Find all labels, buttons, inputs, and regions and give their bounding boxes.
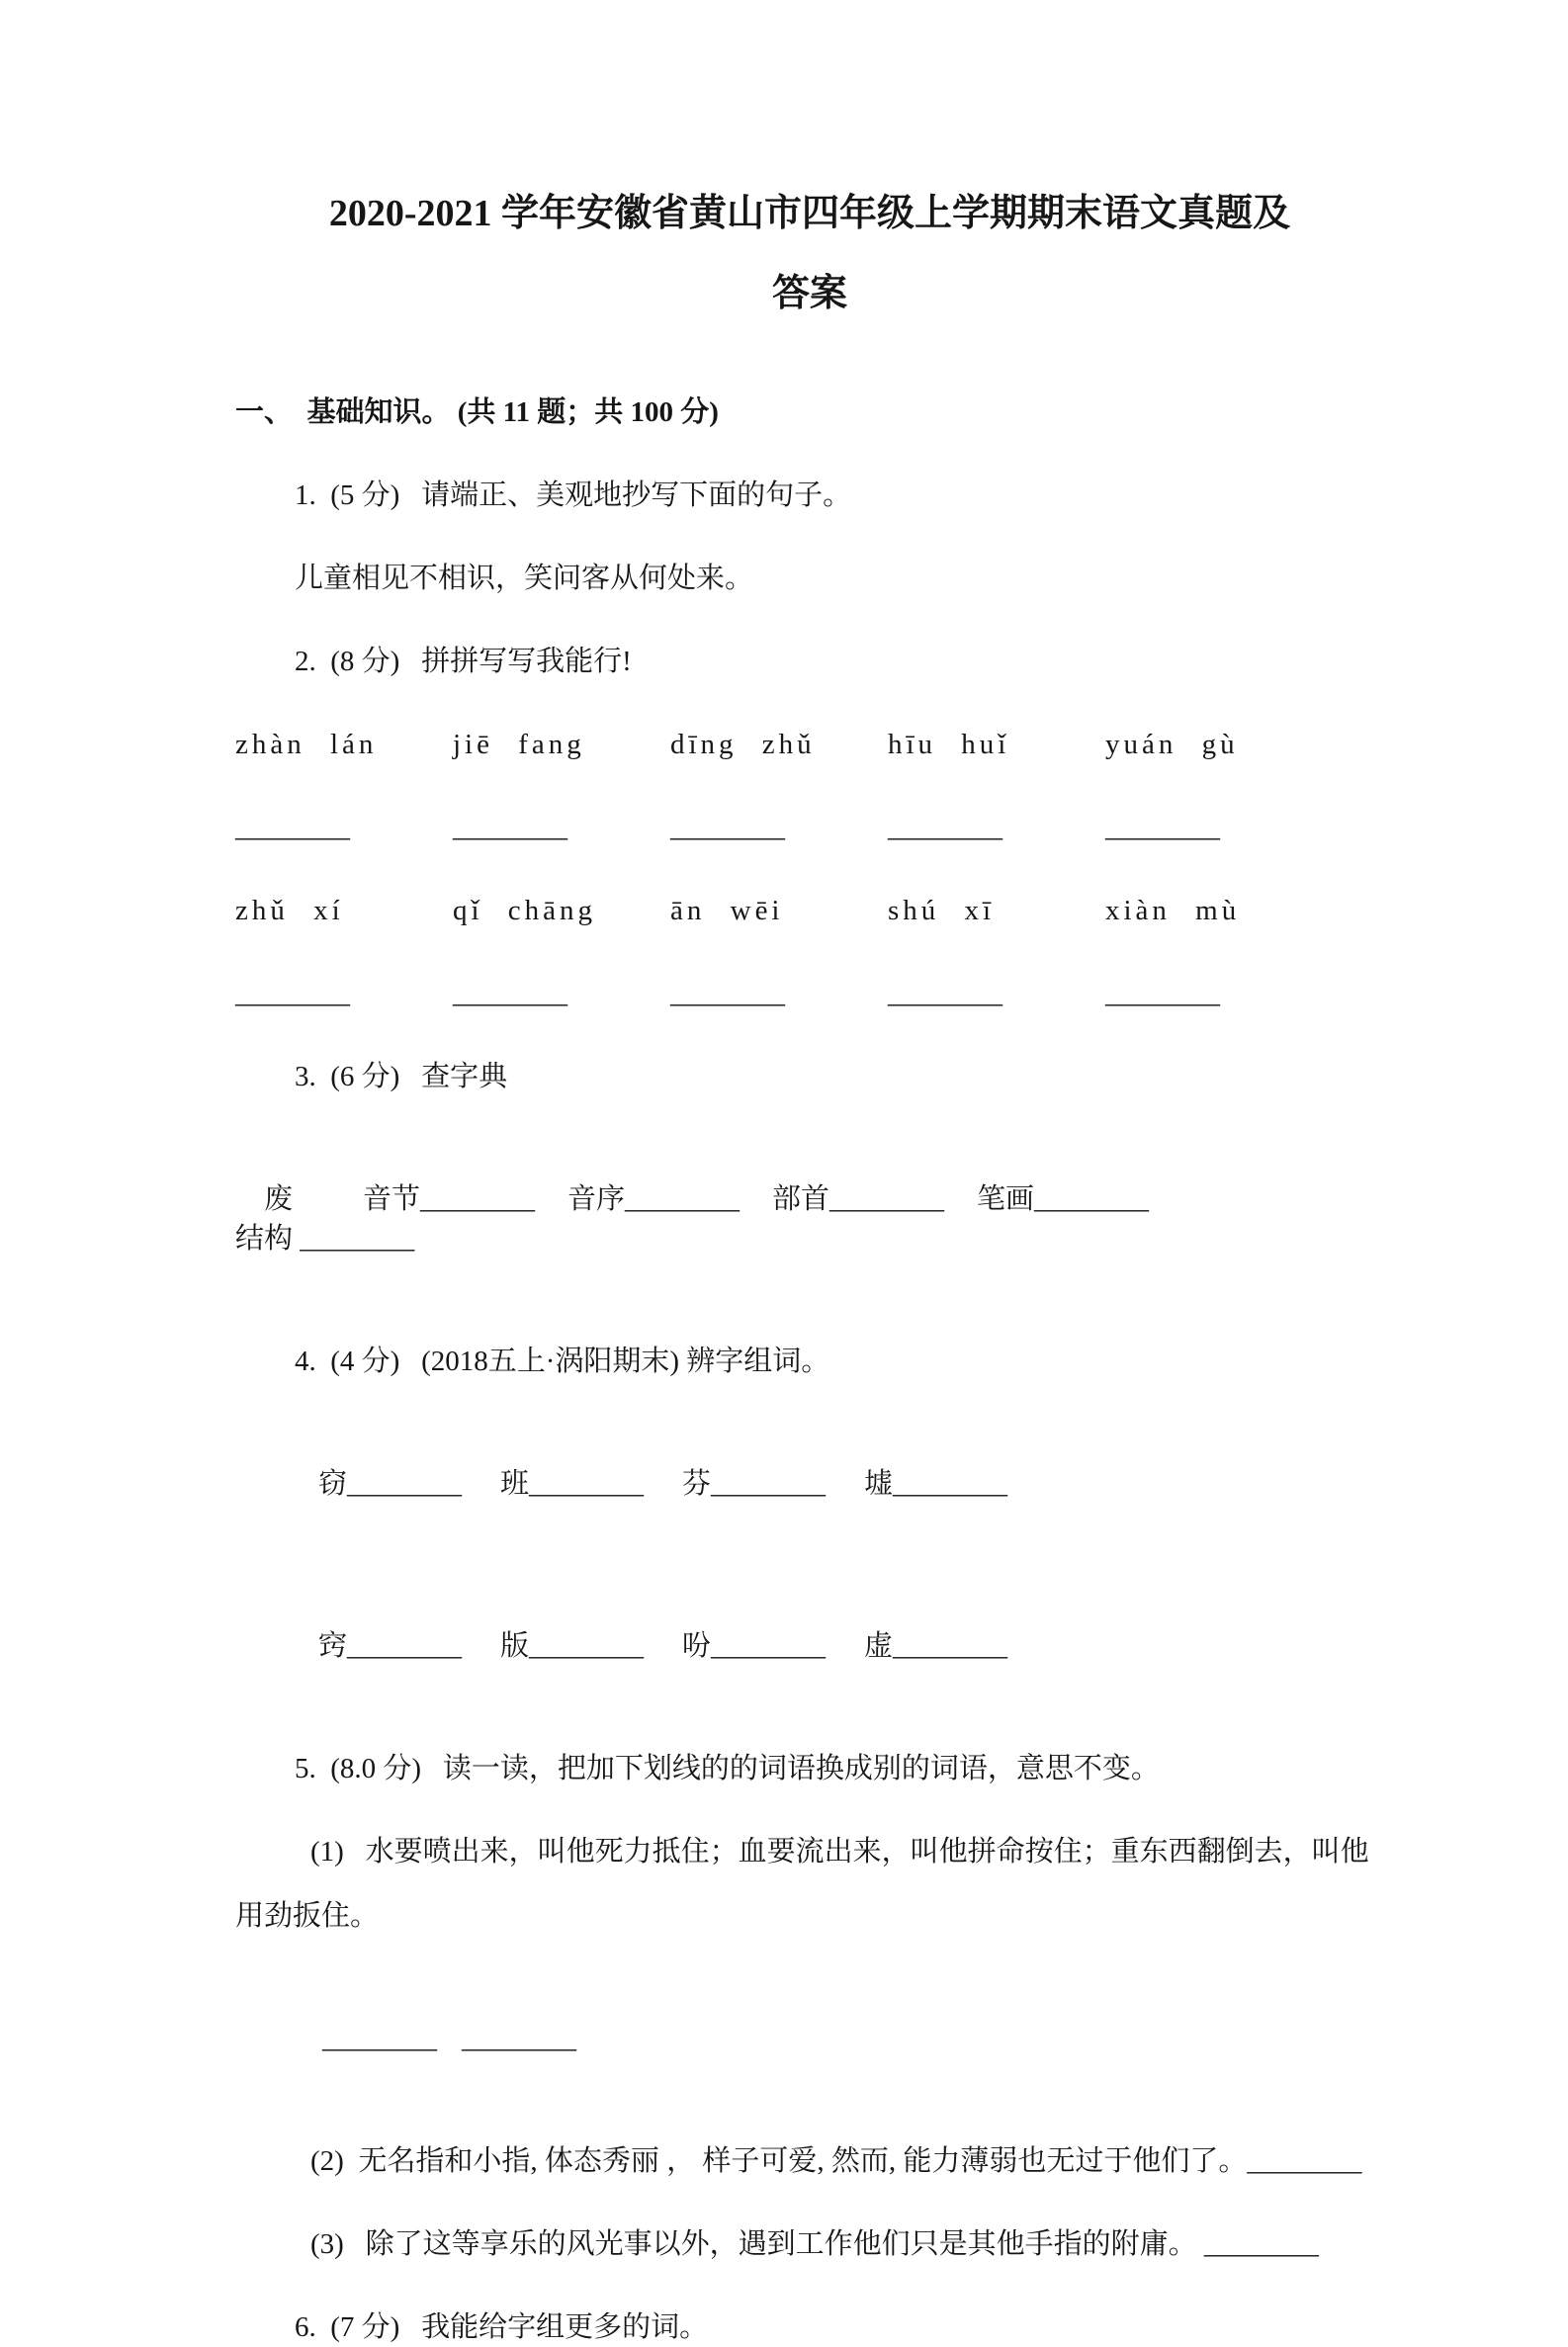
answer-blank: ________: [453, 812, 567, 843]
copy-sentence: 儿童相见不相识，笑问客从何处来。: [295, 563, 754, 594]
pinyin-syllable: shú xī: [888, 895, 996, 926]
pinyin-row-2: [235, 891, 1384, 930]
word-form-cell: 班________: [500, 1468, 645, 1500]
title-line-2: 答案: [771, 273, 847, 314]
answer-blank: ________: [670, 812, 785, 843]
dict-field-yinxu: 音序________: [567, 1183, 740, 1215]
pinyin-syllable: hīu huǐ: [888, 729, 1010, 760]
pinyin-syllable: xiàn mù: [1105, 895, 1241, 926]
question-3-text: 3. (6 分) 查字典: [295, 1061, 508, 1092]
pinyin-syllable: qǐ chāng: [453, 895, 597, 926]
answer-blank: ________: [322, 2023, 437, 2054]
answer-blank: ________: [1105, 812, 1220, 843]
pinyin-syllable: zhǔ xí: [235, 895, 344, 926]
word-form-cell: 吩________: [682, 1630, 827, 1662]
word-form-cell: 窍________: [318, 1630, 463, 1662]
word-form-row-1: [235, 1425, 1384, 1543]
question-4-text: 4. (4 分) (2018五上·涡阳期末) 辨字组词。: [295, 1346, 830, 1377]
pinyin-syllable: dīng zhǔ: [670, 729, 816, 760]
sub-item-3: (3) 除了这等享乐的风光事以外，遇到工作他们只是其他手指的附庸。 ________: [310, 2228, 1319, 2260]
pinyin-syllable: yuán gù: [1105, 729, 1239, 760]
answer-blank-row-1: [235, 808, 1384, 847]
sub-item-2: (2) 无名指和小指, 体态秀丽 ， 样子可爱, 然而, 能力薄弱也无过于他们了。________: [310, 2145, 1362, 2177]
dictionary-lookup-row: [235, 1140, 1384, 1298]
question-1-text: 1. (5 分) 请端正、美观地抄写下面的句子。: [295, 479, 852, 511]
dict-field-jiegou: 结构 ________: [235, 1223, 415, 1255]
word-form-cell: 墟________: [864, 1468, 1008, 1500]
word-form-row-2: [235, 1587, 1384, 1705]
question-5-text: 5. (8.0 分) 读一读，把加下划线的的词语换成别的词语，意思不变。: [295, 1753, 1160, 1784]
answer-blank: ________: [235, 978, 350, 1009]
question-2-text: 2. (8 分) 拼拼写写我能行!: [295, 646, 632, 677]
dict-field-bihua: 笔画________: [977, 1183, 1150, 1215]
answer-blank: ________: [1105, 978, 1220, 1009]
pinyin-syllable: jiē fang: [453, 729, 585, 760]
answer-blank-pair: [235, 1979, 1384, 2098]
answer-blank: ________: [462, 2023, 576, 2054]
document-title: [235, 174, 1384, 334]
pinyin-syllable: ān wēi: [670, 895, 784, 926]
answer-blank-row-2: [235, 974, 1384, 1013]
answer-blank: ________: [453, 978, 567, 1009]
section-heading: 一、 基础知识。 (共 11 题；共 100 分): [235, 396, 719, 428]
answer-blank: ________: [235, 812, 350, 843]
dict-field-yinjie: 音节________: [363, 1183, 536, 1215]
sub-item-1-line-2: 用劲扳住。: [235, 1900, 380, 1932]
pinyin-syllable: zhàn lán: [235, 729, 378, 760]
question-6-text: 6. (7 分) 我能给字组更多的词。: [295, 2311, 709, 2343]
word-form-cell: 版________: [500, 1630, 645, 1662]
dict-field-bushou: 部首________: [772, 1183, 945, 1215]
dictionary-character: 废: [264, 1183, 294, 1215]
sub-item-1-line-1: (1) 水要喷出来，叫他死力抵住；血要流出来，叫他拼命按住；重东西翻倒去，叫他: [310, 1836, 1369, 1868]
pinyin-row-1: [235, 725, 1384, 764]
word-form-cell: 虚________: [864, 1630, 1008, 1662]
answer-blank: ________: [888, 812, 1002, 843]
title-line-1: 2020-2021 学年安徽省黄山市四年级上学期期末语文真题及: [328, 193, 1291, 234]
answer-blank: ________: [888, 978, 1002, 1009]
word-form-cell: 芬________: [682, 1468, 827, 1500]
answer-blank: ________: [670, 978, 785, 1009]
word-form-cell: 窃________: [318, 1468, 463, 1500]
